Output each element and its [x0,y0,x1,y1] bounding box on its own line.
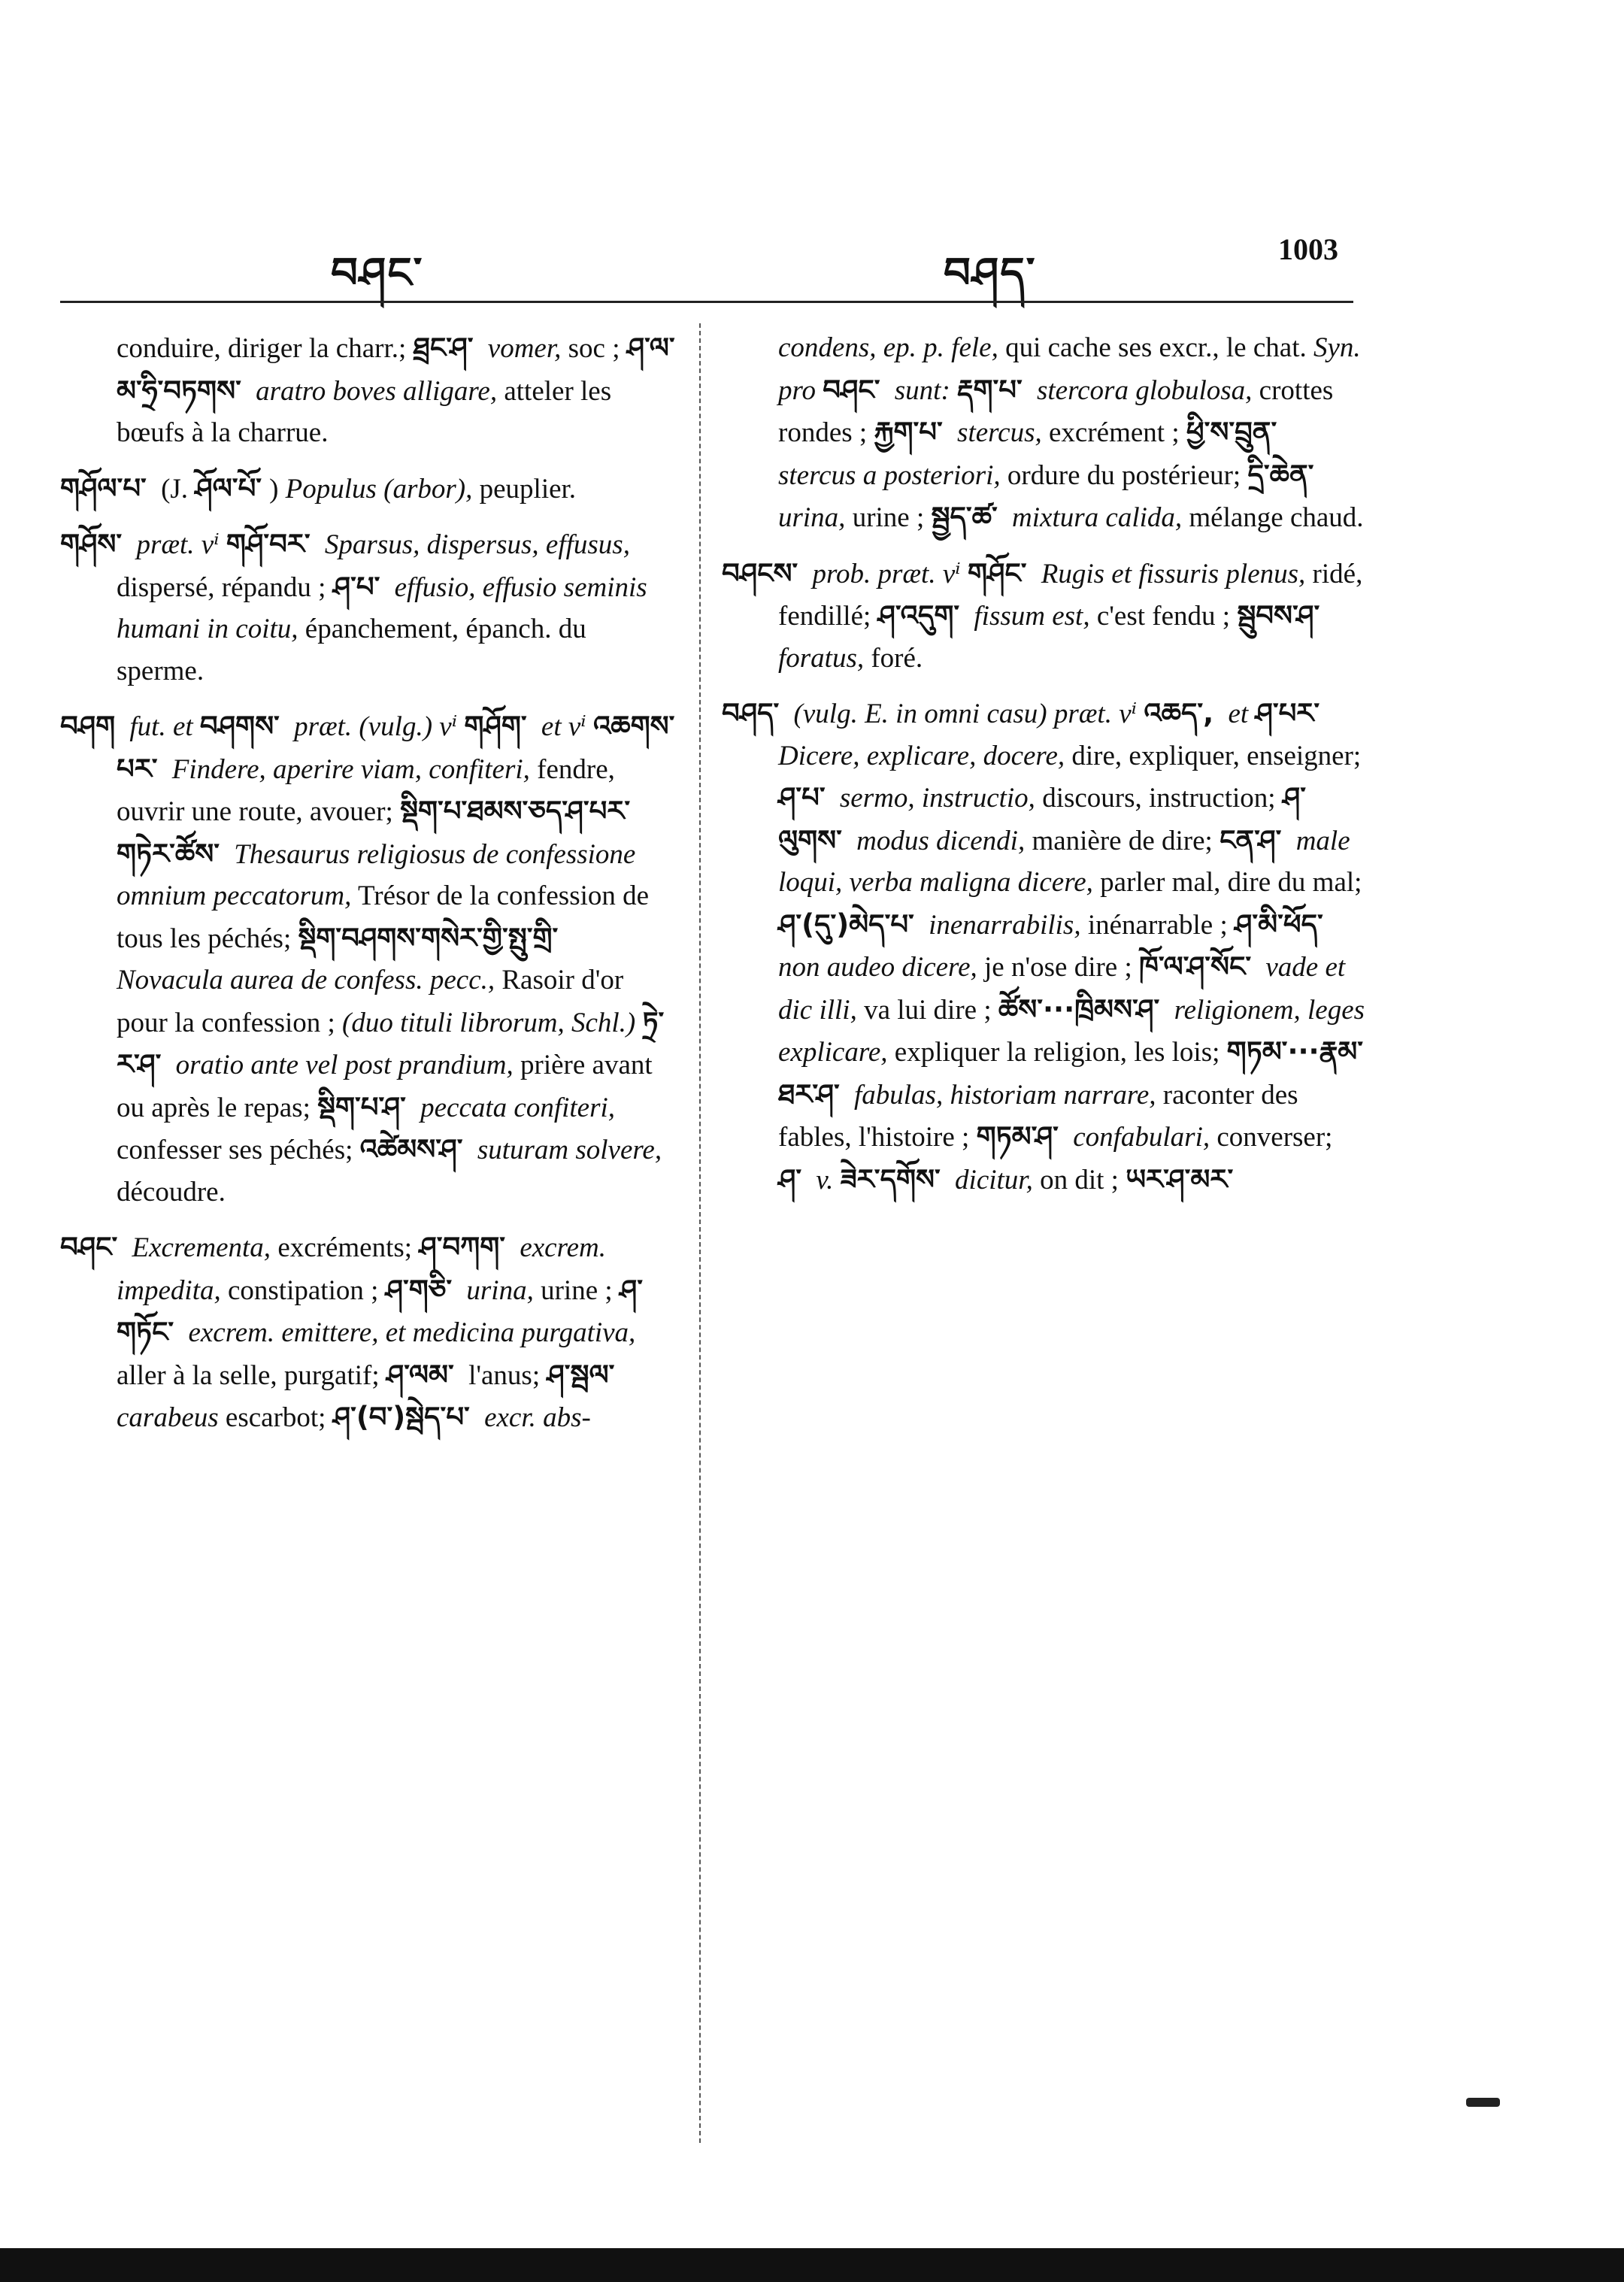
french-text: prière avant ou après le repas; [117,1050,653,1123]
tibetan-term: ཚོས་···ཁྲིམས་ཤ་ [998,993,1160,1026]
latin-text: stercora globulosa, [1037,374,1253,406]
headword: བཤག [60,710,116,742]
dictionary-entry [722,553,1368,680]
tibetan-term: སྡིག་པ་ཐམས་ཅད་ཤ་པར་གཏེར་ཚོས་ [117,795,631,870]
french-text: c'est fendu ; [1096,601,1231,632]
french-text: je n'ose dire ; [984,952,1132,983]
french-text: urine ; [852,502,925,533]
latin-text: carabeus [117,1402,219,1433]
french-text: constipation ; [227,1274,379,1306]
latin-text: aratro boves alligare, [256,375,498,407]
tibetan-term: བཤང་ [823,373,880,406]
latin-text: fut. et [129,711,193,742]
french-text: inénarrable ; [1087,909,1228,941]
french-text: Rasoir d'or pour la confession ; [117,965,624,1038]
french-text: (J. [161,473,189,505]
tibetan-term: གཤོག་ [464,710,527,742]
latin-text: sunt: [894,374,950,406]
french-text: raconter des fables, l'histoire ; [778,1079,1298,1153]
dictionary-entry [60,1226,677,1439]
latin-text: Populus (arbor), [285,473,473,505]
tibetan-term: ཤ་པར་ [1255,697,1320,729]
tibetan-term: སྦུབས་ཤ་ [1237,599,1320,632]
latin-text: Excrementa, [132,1232,271,1263]
latin-text: inenarrabilis, [929,909,1081,941]
latin-text: Syn. pro [778,332,1361,406]
french-text: aller à la selle, purgatif; [117,1359,380,1391]
tibetan-term: ཤ་ལ་མ་ཧྲི་བཏགས་ [117,332,675,407]
latin-text: condens, ep. p. fele, [778,332,998,363]
continuation-paragraph [60,327,677,454]
latin-text: Novacula aurea de confess. pecc., [117,965,495,996]
dictionary-entry [60,705,677,1213]
french-text: expliquer la religion, les lois; [894,1037,1220,1068]
french-text: soc ; [568,333,620,364]
latin-text: Findere, aperire viam, confiteri, [171,753,530,785]
french-text: mélange chaud. [1189,502,1364,533]
tibetan-term: རྡག་པ་ [957,373,1023,406]
tibetan-term: གཤོང་ [967,556,1027,589]
tibetan-term: ཕྱི་ས་བྲུན་ [1186,416,1277,448]
page-header [0,226,1624,297]
french-text: peuplier. [479,473,577,505]
latin-text: Rugis et fissuris plenus, [1041,558,1306,589]
tibetan-term: སྦྱད་ཚ་ [931,501,998,533]
tibetan-term: ཤ་ལུགས་ [778,781,1306,856]
french-text: qui cache ses excr., le chat. [1005,332,1307,363]
tibetan-term: ཤོལ་པོ་ [195,471,262,505]
headword: གཤོལ་པ་ [60,471,147,505]
latin-text: et vⁱ [541,711,586,742]
right-column [722,327,1368,1214]
tibetan-term: ཏྲེ་ར་ཤ་ [117,1005,665,1080]
tibetan-term: ངན་ཤ་ [1220,823,1282,856]
tibetan-term: ཤ་(དུ་)མེད་པ་ [778,908,914,941]
latin-text: foratus, [778,642,865,674]
latin-text: præt. vⁱ [136,529,220,560]
latin-text: peccata confiteri, [420,1092,616,1123]
french-text: épanchement, épanch. du sperme. [117,614,586,686]
dictionary-entry [60,523,677,692]
tibetan-term: འཆགས་པར་ [117,710,675,785]
latin-text: v. [816,1164,834,1196]
latin-text: modus dicendi, [856,825,1026,856]
tibetan-term: རྐྱག་པ་ [874,416,943,448]
tibetan-term: ཤ་ [778,1162,802,1196]
french-text: excrément ; [1049,417,1180,448]
tibetan-term: ཤ་པ་ [332,570,380,603]
tibetan-term: འཆད་, [1144,697,1214,729]
headword: བཤང་ [60,1231,118,1263]
tibetan-term: གཤོ་བར་ [226,528,311,560]
french-text: va lui dire ; [864,994,992,1026]
french-text: conduire, diriger la charr.; [117,333,407,364]
latin-text: dicitur, [955,1164,1033,1196]
latin-text: fabulas, historiam narrare, [853,1079,1156,1111]
tibetan-term: ཐྲང་ཤ་ [413,332,474,364]
latin-text: sermo, instructio, [839,783,1035,814]
latin-text: Thesaurus religiosus de confessione omnium peccatorum, [117,838,636,911]
french-text: découdre. [117,1176,226,1208]
tibetan-term: གཏམ་···རྣམ་ཐར་ཤ་ [778,1035,1364,1111]
french-text: fendre, ouvrir une route, avouer; [117,753,615,827]
latin-text: stercus a posteriori, [778,459,1001,491]
french-text: urine ; [541,1274,613,1306]
latin-text: prob. præt. vⁱ [812,558,961,589]
french-text: l'anus; [468,1359,541,1391]
tibetan-term: བཤགས་ [199,710,280,742]
tibetan-term: ཤ་(བ་)སྦེད་པ་ [332,1401,470,1433]
tibetan-term: དྲི་ཆེན་ [1247,458,1314,491]
page-number: 1003 [1278,232,1338,266]
latin-text: non audeo dicere, [778,952,977,983]
french-text: excréments; [277,1232,413,1263]
french-text: dire, expliquer, enseigner; [1071,740,1362,771]
latin-text: oratio ante vel post prandium, [175,1050,514,1080]
latin-text: vomer, [487,333,562,364]
french-text: discours, instruction; [1042,783,1276,814]
french-text: manière de dire; [1032,825,1213,856]
tibetan-term: ཤ་མི་ཕོད་ [1235,908,1323,941]
tibetan-term: གཏམ་ཤ་ [976,1120,1059,1153]
headword: བཤད་ [722,697,780,729]
latin-text: stercus, [957,417,1042,448]
latin-text: fissum est, [974,601,1090,632]
latin-text: effusio, effusio seminis humani in coitu, [117,571,647,644]
tibetan-term: ཤ་བཀག་ [419,1231,506,1263]
dictionary-entry [60,468,677,511]
latin-text: Dicere, explicare, docere, [778,740,1065,771]
french-text: confesser ses péchés; [117,1135,353,1165]
headword: གཤོས་ [60,528,123,560]
latin-text: vade et dic illi, [778,952,1346,1026]
french-text: converser; [1216,1122,1333,1153]
left-column [60,327,677,1453]
tibetan-term: ཤ་གཏོང་ [117,1273,644,1348]
latin-text: Sparsus, dispersus, effusus, [324,529,630,560]
margin-mark [1466,2098,1500,2107]
french-text: escarbot; [225,1402,326,1433]
french-text: ) [269,473,279,505]
french-text: ridé, fendillé; [778,558,1363,632]
latin-text: urina, [778,502,846,533]
tibetan-term: ཤ་སྦལ་ [547,1358,615,1391]
latin-text: suturam solvere, [477,1135,662,1165]
latin-text: et [1228,699,1249,729]
tibetan-term: ཡར་ཤ་མར་ [1126,1162,1234,1196]
french-text: atteler les bœufs à la charrue. [117,375,612,448]
latin-text: (duo tituli librorum, Schl.) [342,1007,636,1038]
french-text: ordure du postérieur; [1007,459,1241,491]
latin-text: religionem, leges explicare, [778,994,1365,1068]
latin-text: excr. abs- [484,1402,591,1433]
tibetan-term: སྡིག་པ་ཤ་ [317,1090,406,1123]
latin-text: male loqui, verba maligna dicere, [778,825,1350,898]
tibetan-term: སྡིག་བཤགས་གསེར་གྱི་སྤུ་གྲི་ [298,921,559,954]
tibetan-term: ཟེར་དགོས་ [840,1162,941,1196]
headword: བཤངས་ [722,556,798,589]
french-text: crottes rondes ; [778,374,1334,448]
latin-text: excrem. impedita, [117,1232,606,1306]
latin-text: (vulg. E. in omni casu) præt. vⁱ [793,699,1138,729]
french-text: dispersé, répandu ; [117,571,326,603]
tibetan-term: ཤ་གཅི་ [385,1273,453,1306]
tibetan-term: ཤ་ལམ་ [386,1358,454,1391]
french-text: Trésor de la confession de tous les péchés; [117,880,650,954]
latin-text: præt. (vulg.) vⁱ [294,711,458,742]
dictionary-entry [722,692,1368,1201]
scan-edge-bar [0,2248,1624,2282]
french-text: foré. [871,642,923,674]
tibetan-term: ཤ་འདུག་ [877,599,960,632]
continuation-paragraph [722,327,1368,539]
left-running-headword: བཤང་ [331,250,424,297]
latin-text: urina, [466,1274,534,1306]
latin-text: mixtura calida, [1012,502,1183,533]
french-text: parler mal, dire du mal; [1100,867,1362,898]
latin-text: confabulari, [1073,1122,1210,1153]
tibetan-term: ཤ་པ་ [778,781,826,814]
tibetan-term: འཚེམས་ཤ་ [359,1133,463,1165]
tibetan-term: ཁོ་ལ་ཤ་སོང་ [1139,950,1252,983]
header-rule [60,301,1353,303]
latin-text: excrem. emittere, et medicina purgativa, [188,1317,636,1348]
column-divider [699,323,701,2143]
right-running-headword: བཤད་ [944,250,1037,297]
french-text: on dit ; [1040,1164,1119,1196]
